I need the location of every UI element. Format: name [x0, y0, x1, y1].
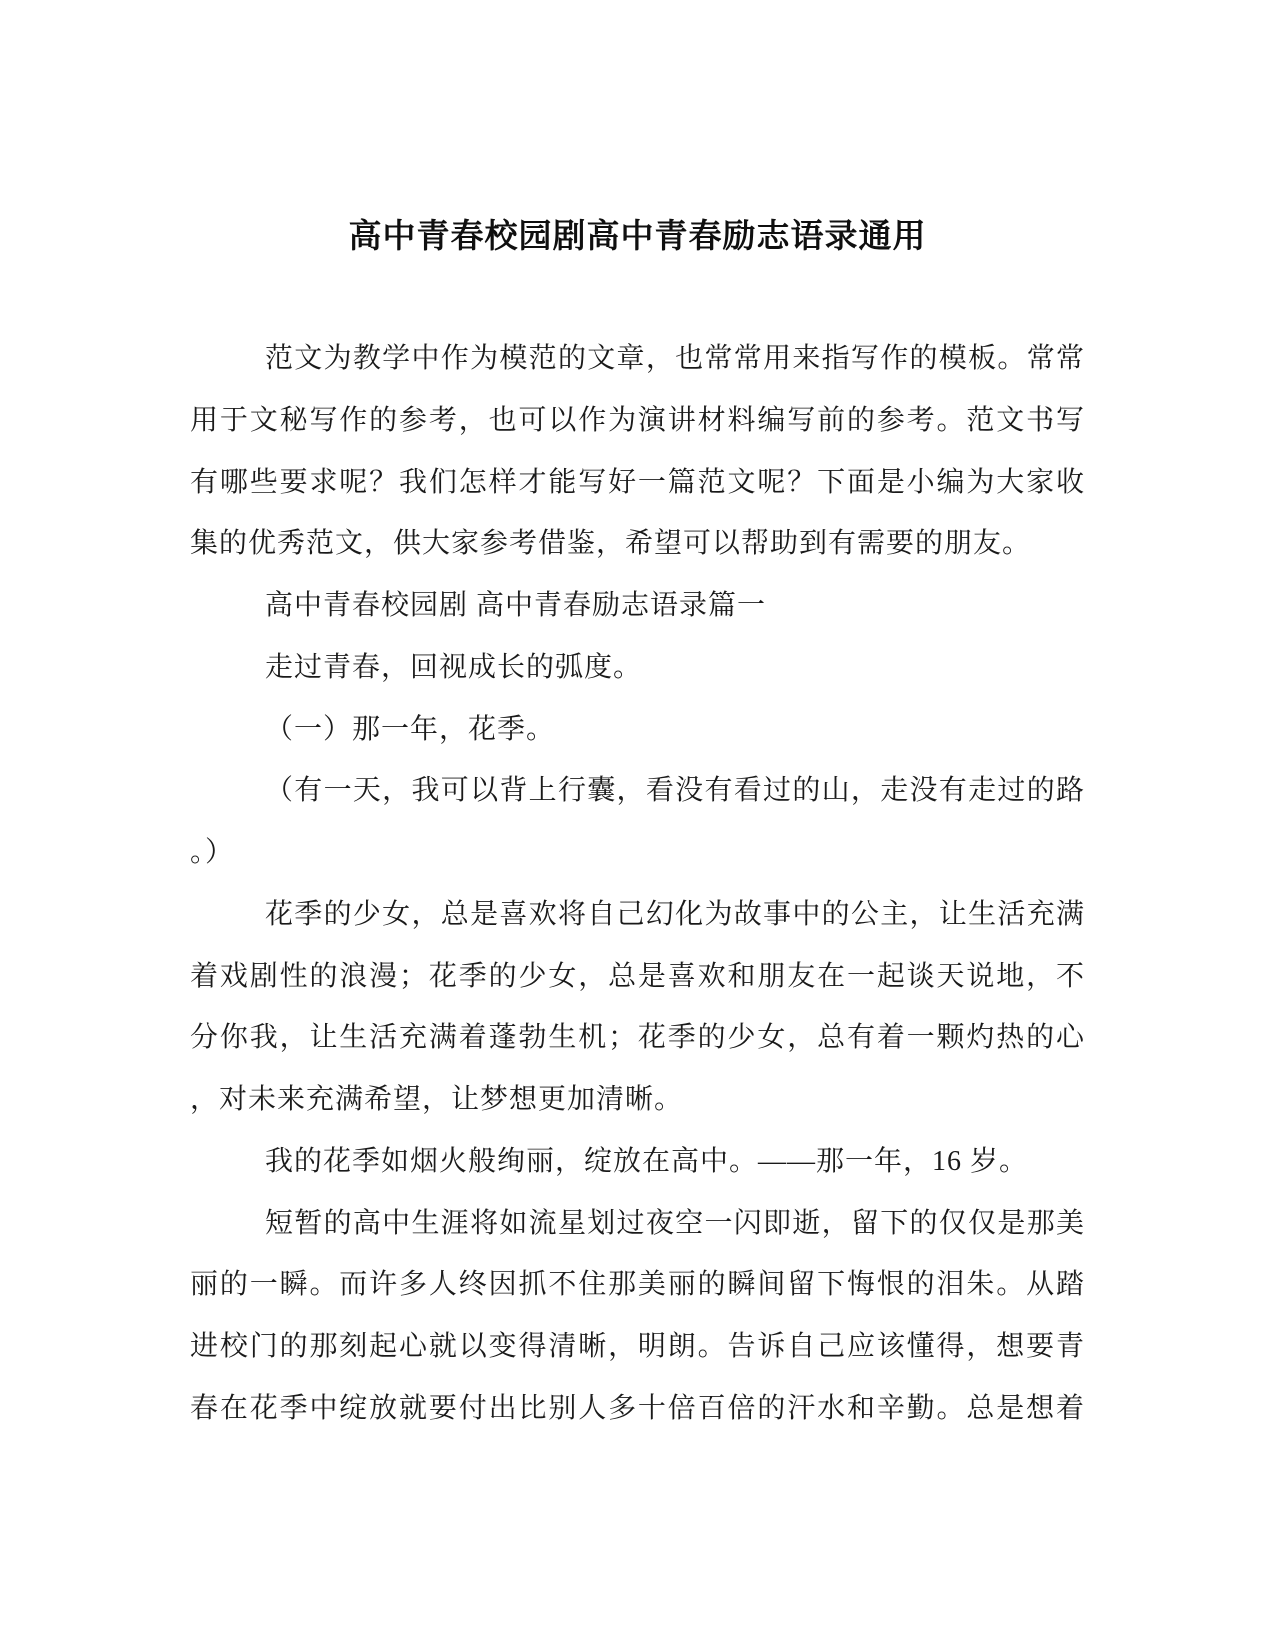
- text-line: 分你我，让生活充满着蓬勃生机；花季的少女，总有着一颗灼热的心: [190, 1022, 1085, 1054]
- document-title: 高中青春校园剧高中青春励志语录通用: [348, 217, 927, 254]
- text-line: 用于文秘写作的参考，也可以作为演讲材料编写前的参考。范文书写: [190, 404, 1085, 436]
- text-line: 进校门的那刻起心就以变得清晰，明朗。告诉自己应该懂得，想要青: [190, 1331, 1085, 1362]
- text-line: （有一天，我可以背上行囊，看没有看过的山，走没有走过的路: [265, 775, 1085, 807]
- text-line: 范文为教学中作为模范的文章，也常常用来指写作的模板。常常: [265, 343, 1085, 374]
- document-body: [190, 328, 1085, 1440]
- text-line: 丽的一瞬。而许多人终因抓不住那美丽的瞬间留下悔恨的泪朱。从踏: [190, 1269, 1085, 1301]
- text-line: 走过青春，回视成长的弧度。: [265, 651, 643, 683]
- text-line: （一）那一年，花季。: [265, 713, 556, 745]
- text-line: 我的花季如烟火般绚丽，绽放在高中。——那一年，16 岁。: [265, 1145, 1029, 1177]
- text-line: 着戏剧性的浪漫；花季的少女，总是喜欢和朋友在一起谈天说地，不: [190, 960, 1085, 992]
- text-line: 高中青春校园剧 高中青春励志语录篇一: [265, 590, 767, 621]
- text-line: 短暂的高中生涯将如流星划过夜空一闪即逝，留下的仅仅是那美: [265, 1207, 1085, 1239]
- text-line: 集的优秀范文，供大家参考借鉴，希望可以帮助到有需要的朋友。: [190, 528, 1032, 560]
- text-line: ，对未来充满希望，让梦想更加清晰。: [190, 1084, 684, 1115]
- text-line: 花季的少女，总是喜欢将自己幻化为故事中的公主，让生活充满: [265, 898, 1085, 930]
- text-line: 。）: [190, 837, 235, 868]
- text-line: 有哪些要求呢？我们怎样才能写好一篇范文呢？下面是小编为大家收: [190, 466, 1085, 498]
- text-line: 春在花季中绽放就要付出比别人多十倍百倍的汗水和辛勤。总是想着: [190, 1392, 1085, 1424]
